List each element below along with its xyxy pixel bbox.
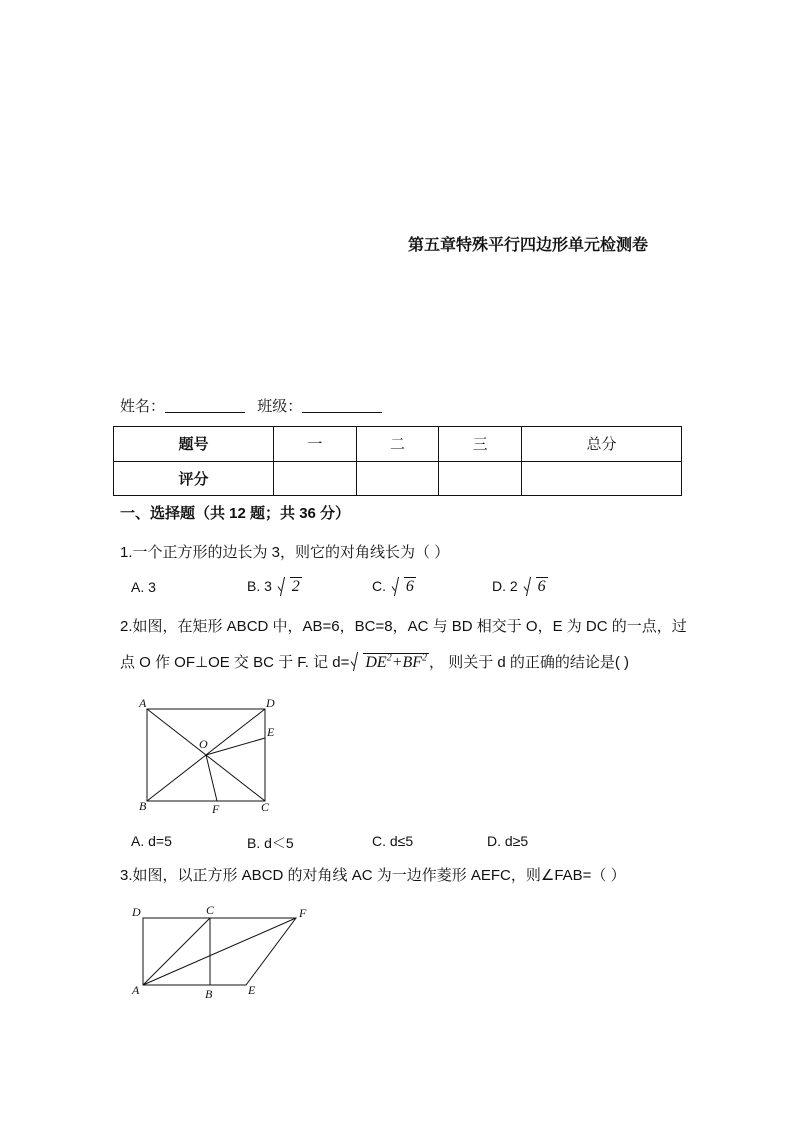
class-label: 班级： [257, 398, 303, 415]
q2-option-c[interactable]: C. d≤5 [372, 833, 414, 849]
score-header-cell: 一 [274, 427, 357, 462]
q2-stem-line1: 2.如图，在矩形 ABCD 中，AB=6，BC=8，AC 与 BD 相交于 O，E 为 DC 的一点，过 [120, 618, 687, 635]
page-title: 第五章特殊平行四边形单元检测卷 [408, 237, 649, 254]
label-e: E [267, 725, 275, 739]
score-header-cell: 题号 [114, 427, 274, 462]
score-header-cell: 总分 [521, 427, 681, 462]
q1-option-a[interactable]: A. 3 [131, 579, 156, 595]
q2-stem-prefix: 点 O 作 OF⊥OE 交 BC 于 F. 记 d= [120, 654, 350, 671]
label-o: O [199, 737, 208, 751]
label-b: B [205, 987, 213, 1001]
score-header-cell: 二 [356, 427, 439, 462]
q2-exponent: 2 [422, 652, 428, 664]
q1-option-c-radicand: 6 [405, 578, 414, 595]
label-c: C [206, 903, 215, 917]
q1-option-b-prefix: B. 3 [247, 578, 276, 594]
label-f: F [212, 802, 220, 816]
q2-exponent: 2 [386, 652, 392, 664]
label-e: E [248, 983, 256, 997]
q2-radicand-plus-bf: +BF [391, 654, 423, 671]
q1-option-d-radicand: 6 [537, 578, 546, 595]
section-heading: 一、选择题（共 12 题；共 36 分） [120, 505, 351, 522]
q1-stem: 1.一个正方形的边长为 3，则它的对角线长为（ ） [120, 544, 450, 561]
score-row-label: 评分 [114, 461, 274, 496]
label-f: F [299, 906, 307, 920]
diagonal-ac [143, 918, 210, 985]
segment-af [143, 918, 296, 985]
label-d: D [266, 696, 275, 710]
label-d: D [132, 905, 141, 919]
label-a: A [132, 983, 140, 997]
q2-option-a[interactable]: A. d=5 [131, 833, 172, 849]
label-c: C [261, 800, 270, 814]
name-label: 姓名： [120, 398, 166, 415]
label-a: A [139, 696, 147, 710]
q2-option-d[interactable]: D. d≥5 [487, 833, 529, 849]
q1-option-c-prefix: C. [372, 578, 390, 594]
score-header-cell: 三 [439, 427, 522, 462]
q2-stem-suffix: ， 则关于 d 的正确的结论是( ) [429, 654, 630, 671]
q1-option-d-prefix: D. 2 [492, 578, 522, 594]
q1-option-b-radicand: 2 [291, 578, 300, 595]
label-b: B [139, 799, 147, 813]
q2-radicand-de: DE [365, 654, 387, 671]
q2-option-b[interactable]: B. d＜5 [247, 835, 294, 851]
q3-stem: 3.如图，以正方形 ABCD 的对角线 AC 为一边作菱形 AEFC，则∠FAB=（ ） [120, 867, 626, 884]
